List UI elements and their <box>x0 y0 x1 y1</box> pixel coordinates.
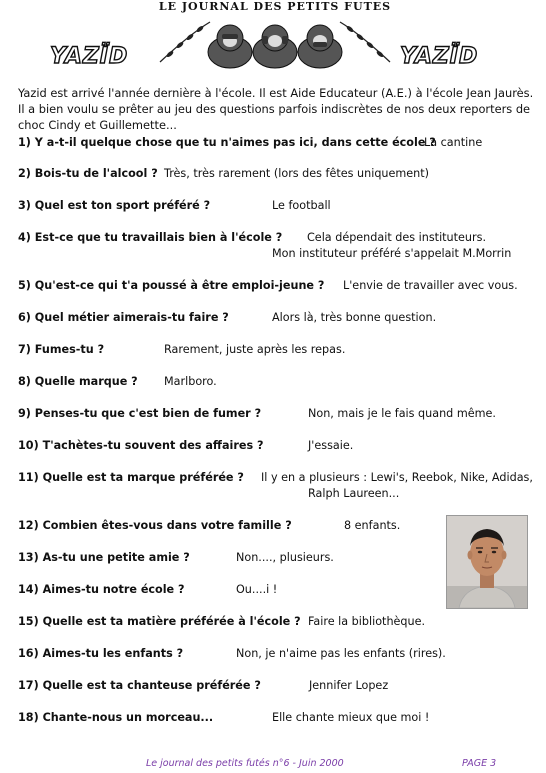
question-1: 1) Y a-t-il quelque chose que tu n'aimes pas ici, dans cette école ? <box>18 136 436 149</box>
answer-2: Très, très rarement (lors des fêtes uniquement) <box>164 167 430 180</box>
answer-16: Non, je n'aime pas les enfants (rires). <box>236 647 446 660</box>
question-2: 2) Bois-tu de l'alcool ? <box>18 167 158 180</box>
question-14: 14) Aimes-tu notre école ? <box>18 583 185 596</box>
portrait-photo <box>446 515 528 609</box>
answer-1: La cantine <box>424 136 483 149</box>
answer-8: Marlboro. <box>164 375 217 388</box>
monkeys-logo <box>150 14 400 70</box>
question-16: 16) Aimes-tu les enfants ? <box>18 647 184 660</box>
question-5: 5) Qu'est-ce qui t'a poussé à être emploi-jeune ? <box>18 279 325 292</box>
question-9: 9) Penses-tu que c'est bien de fumer ? <box>18 407 262 420</box>
answer-4: Cela dépendait des instituteurs. <box>307 231 486 244</box>
name-left: YAZÏD <box>50 44 129 69</box>
answer-18: Elle chante mieux que moi ! <box>272 711 430 724</box>
question-10: 10) T'achètes-tu souvent des affaires ? <box>18 439 264 452</box>
question-4: 4) Est-ce que tu travaillais bien à l'école ? <box>18 231 283 244</box>
question-7: 7) Fumes-tu ? <box>18 343 105 356</box>
question-11: 11) Quelle est ta marque préférée ? <box>18 471 244 484</box>
answer-15: Faire la bibliothèque. <box>308 615 426 628</box>
intro-paragraph: Yazid est arrivé l'année dernière à l'école. Il est Aide Educateur (A.E.) à l'école Jean Jaurès. Il a bien voulu se prêter au jeu des questions parfois indiscrètes de nos deux reporters de choc Cindy et Guillemette... <box>18 86 534 132</box>
question-8: 8) Quelle marque ? <box>18 375 138 388</box>
answer-11: Il y en a plusieurs : Lewi's, Reebok, Nike, Adidas, <box>261 471 533 484</box>
name-right: YAZÏD <box>400 44 479 69</box>
question-13: 13) As-tu une petite amie ? <box>18 551 190 564</box>
footer-page-number: PAGE 3 <box>462 758 497 769</box>
answer-4-line-2: Mon instituteur préféré s'appelait M.Morrin <box>272 247 512 260</box>
question-18: 18) Chante-nous un morceau... <box>18 711 214 724</box>
answer-5: L'envie de travailler avec vous. <box>343 279 518 292</box>
answer-9: Non, mais je le fais quand même. <box>308 407 496 420</box>
question-17: 17) Quelle est ta chanteuse préférée ? <box>18 679 261 692</box>
question-6: 6) Quel métier aimerais-tu faire ? <box>18 311 229 324</box>
answer-17: Jennifer Lopez <box>309 679 389 692</box>
answer-13: Non...., plusieurs. <box>236 551 334 564</box>
answer-3: Le football <box>272 199 331 212</box>
answer-11-line-2: Ralph Laureen... <box>308 487 400 500</box>
answer-6: Alors là, très bonne question. <box>272 311 437 324</box>
answer-14: Ou....i ! <box>236 583 278 596</box>
footer-journal-title: Le journal des petits futés n°6 - Juin 2000 <box>146 758 344 769</box>
question-3: 3) Quel est ton sport préféré ? <box>18 199 211 212</box>
masthead-title: LE JOURNAL DES PETITS FUTES <box>158 0 392 13</box>
answer-7: Rarement, juste après les repas. <box>164 343 346 356</box>
question-15: 15) Quelle est ta matière préférée à l'école ? <box>18 615 301 628</box>
answer-10: J'essaie. <box>308 439 354 452</box>
answer-12: 8 enfants. <box>344 519 401 532</box>
question-12: 12) Combien êtes-vous dans votre famille ? <box>18 519 292 532</box>
